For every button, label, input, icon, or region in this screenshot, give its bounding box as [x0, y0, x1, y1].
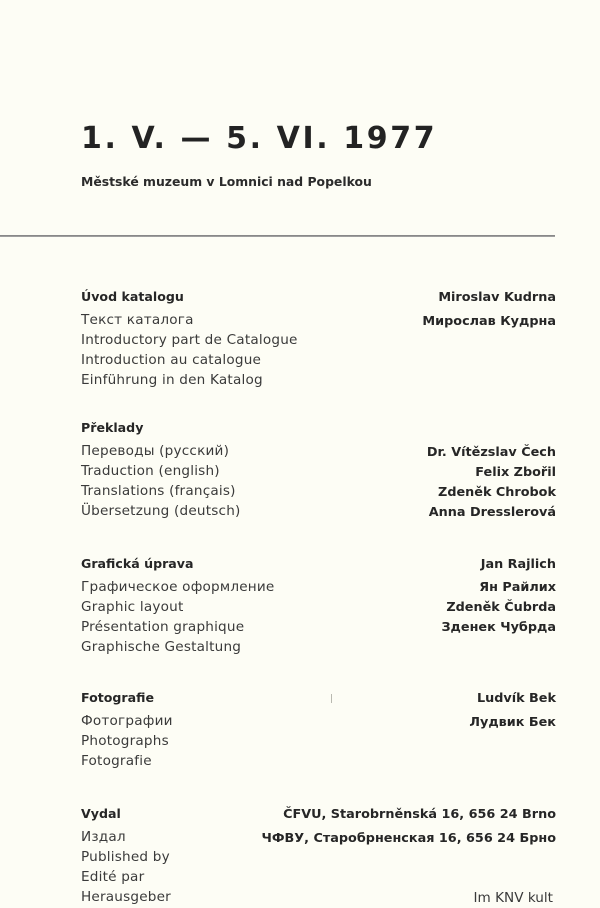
section-graphic-design — [81, 554, 556, 657]
credit-name: Felix Zbořil — [475, 465, 556, 480]
credit-name: Zdeněk Čubrda — [446, 600, 556, 615]
section-line: Einführung in den Katalog — [81, 372, 263, 388]
credit-name: Ludvík Bek — [476, 691, 556, 706]
section-line: Introductory part de Catalogue — [81, 332, 298, 348]
credit-name: Лудвик Бек — [469, 715, 556, 730]
section-line: Графическое оформление — [81, 579, 275, 595]
credit-name: Miroslav Kudrna — [438, 290, 556, 305]
print-mark — [331, 694, 332, 703]
credit-name: Dr. Vítězslav Čech — [426, 445, 556, 460]
section-line: Фотографии — [81, 713, 173, 729]
section-line: Traduction (english) — [81, 463, 220, 479]
section-line: Graphic layout — [81, 599, 184, 615]
section-line: Translations (français) — [81, 483, 236, 499]
section-line: Издал — [81, 829, 126, 845]
section-photography — [81, 688, 556, 771]
section-heading: Vydal — [81, 806, 121, 821]
credit-name: Мирослав Кудрна — [422, 314, 556, 329]
section-heading: Grafická úprava — [81, 556, 194, 571]
section-translations — [81, 418, 556, 521]
exhibition-date-range: 1. V. — 5. VI. 1977 — [81, 121, 438, 156]
section-heading: Úvod katalogu — [81, 289, 184, 304]
horizontal-divider — [0, 235, 555, 237]
section-line: Fotografie — [81, 753, 152, 769]
section-line: Herausgeber — [81, 889, 171, 905]
section-line: Présentation graphique — [81, 619, 245, 635]
section-heading: Fotografie — [81, 690, 155, 705]
section-heading: Překlady — [81, 420, 144, 435]
credit-name: Jan Rajlich — [480, 557, 556, 572]
section-introduction — [81, 287, 556, 390]
section-line: Текст каталога — [81, 312, 194, 328]
section-line: Graphische Gestaltung — [81, 639, 242, 655]
credit-name: Зденек Чубрда — [441, 620, 556, 635]
section-line: Introduction au catalogue — [81, 352, 262, 368]
section-line: Edité par — [81, 869, 145, 885]
credit-name: Ян Райлих — [479, 580, 556, 595]
footer-partial-text: Im KNV kult — [473, 890, 553, 906]
exhibition-venue: Městské muzeum v Lomnici nad Popelkou — [81, 174, 372, 189]
publisher-address: ЧФВУ, Старобрненская 16, 656 24 Брно — [261, 831, 556, 846]
publisher-address: ČFVU, Starobrněnská 16, 656 24 Brno — [283, 807, 556, 822]
section-line: Übersetzung (deutsch) — [81, 503, 241, 519]
section-line: Переводы (русский) — [81, 443, 230, 459]
section-line: Published by — [81, 849, 170, 865]
section-line: Photographs — [81, 733, 169, 749]
credit-name: Anna Dresslerová — [428, 505, 556, 520]
credit-name: Zdeněk Chrobok — [438, 485, 556, 500]
